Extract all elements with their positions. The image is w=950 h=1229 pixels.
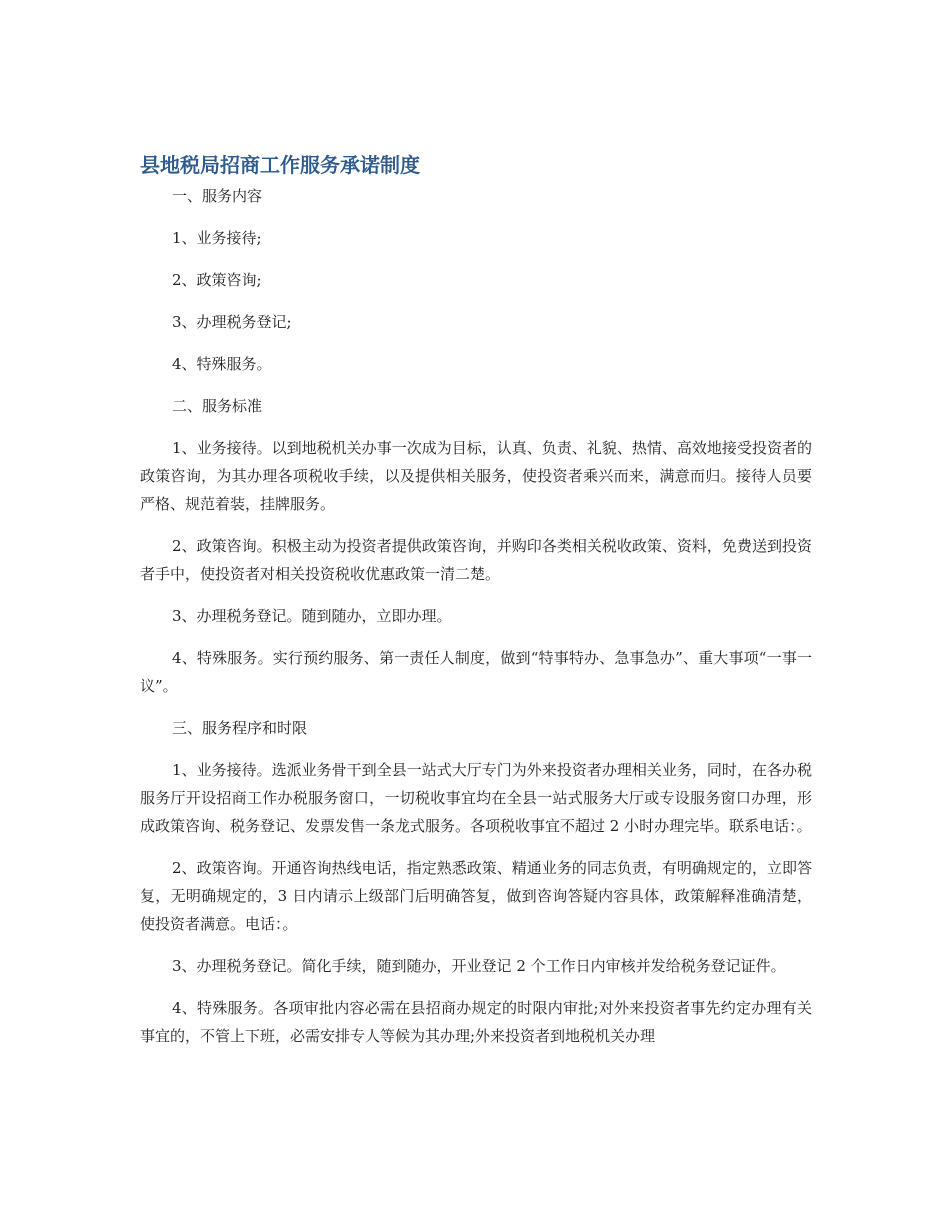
- paragraph: 2、政策咨询。积极主动为投资者提供政策咨询，并购印各类相关税收政策、资料，免费送到投资者手中，使投资者对相关投资税收优惠政策一清二楚。: [140, 537, 812, 583]
- paragraph: 2、政策咨询。开通咨询热线电话，指定熟悉政策、精通业务的同志负责，有明确规定的，立即答复，无明确规定的，3 日内请示上级部门后明确答复，做到咨询答疑内容具体，政策解释准确清楚，使投资者满意。电话：。: [140, 859, 812, 933]
- paragraph: 1、业务接待。以到地税机关办事一次成为目标，认真、负责、礼貌、热情、高效地接受投资者的政策咨询，为其办理各项税收手续，以及提供相关服务，使投资者乘兴而来，满意而归。接待人员要严格、规范着装，挂牌服务。: [140, 439, 812, 513]
- section-heading: 三、服务程序和时限: [172, 719, 308, 737]
- paragraph: 4、特殊服务。实行预约服务、第一责任人制度，做到“特事特办、急事急办”、重大事项“一事一议”。: [140, 649, 812, 695]
- list-item: 2、政策咨询;: [172, 271, 262, 289]
- paragraph: 3、办理税务登记。简化手续，随到随办，开业登记 2 个工作日内审核并发给税务登记证件。: [172, 957, 786, 975]
- paragraph: 3、办理税务登记。随到随办，立即办理。: [172, 607, 452, 625]
- list-item: 1、业务接待;: [172, 229, 262, 247]
- paragraph: 4、特殊服务。各项审批内容必需在县招商办规定的时限内审批;对外来投资者事先约定办理有关事宜的，不管上下班，必需安排专人等候为其办理;外来投资者到地税机关办理: [140, 999, 812, 1045]
- document-body: [140, 182, 812, 1064]
- list-item: 4、特殊服务。: [172, 355, 272, 373]
- document-title: 县地税局招商工作服务承诺制度: [140, 153, 420, 177]
- paragraph: 1、业务接待。选派业务骨干到全县一站式大厅专门为外来投资者办理相关业务，同时，在各办税服务厅开设招商工作办税服务窗口，一切税收事宜均在全县一站式服务大厅或专设服务窗口办理，形成政策咨询、税务登记、发票发售一条龙式服务。各项税收事宜不超过 2 小时办理完毕。联系电话：。: [140, 761, 812, 835]
- section-heading: 一、服务内容: [172, 187, 263, 205]
- section-heading: 二、服务标准: [172, 397, 263, 415]
- list-item: 3、办理税务登记;: [172, 313, 292, 331]
